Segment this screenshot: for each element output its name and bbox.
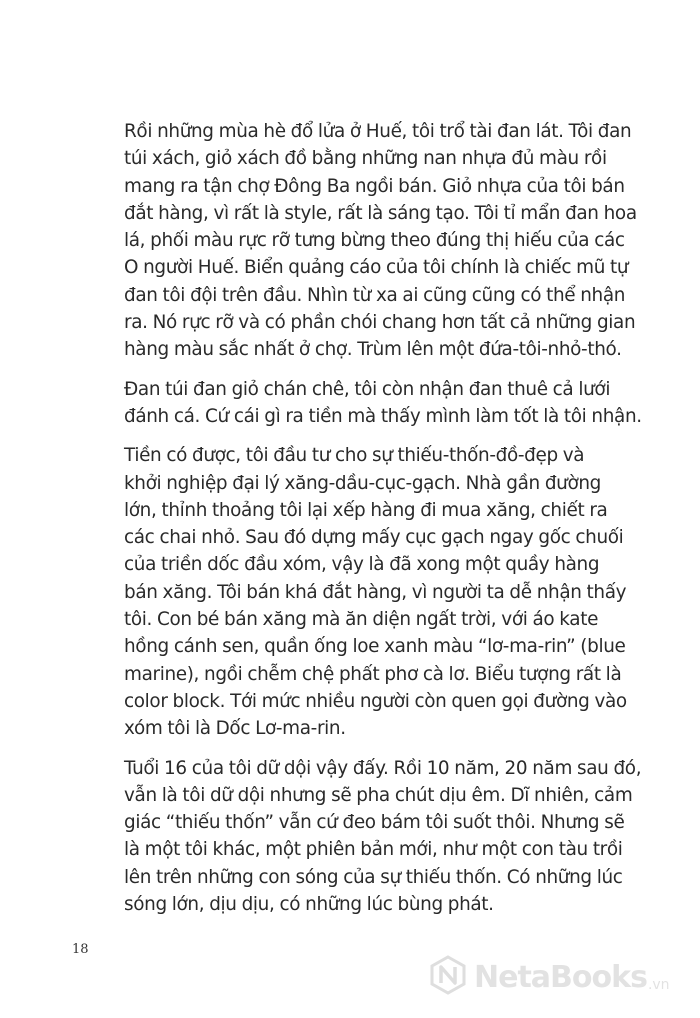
text-line: là một tôi khác, một phiên bản mới, như một con tàu trồi: [124, 839, 623, 861]
text-line: đánh cá. Cứ cái gì ra tiền mà thấy mình làm tốt là tôi nhận.: [124, 405, 642, 427]
text-line: ra. Nó rực rỡ và có phần chói chang hơn tất cả những gian: [124, 312, 636, 334]
page-number: 18: [72, 942, 89, 957]
text-line: Tiền có được, tôi đầu tư cho sự thiếu-thốn-đồ-đẹp và: [124, 445, 585, 467]
text-line: hàng màu sắc nhất ở chợ. Trùm lên một đứa-tôi-nhỏ-thó.: [124, 339, 622, 361]
text-line: đắt hàng, vì rất là style, rất là sáng tạo. Tôi tỉ mẩn đan hoa: [124, 202, 637, 224]
text-line: sóng lớn, dịu dịu, có những lúc bùng phát.: [124, 894, 494, 916]
watermark-brand: NetaBooks: [474, 959, 647, 995]
text-line: lên trên những con sóng của sự thiếu thốn. Có những lúc: [124, 866, 623, 888]
text-line: Rồi những mùa hè đổ lửa ở Huế, tôi trổ tài đan lát. Tôi đan: [124, 121, 632, 142]
text-line: hồng cánh sen, quần ống loe xanh màu “lơ-ma-rin” (blue: [124, 636, 626, 658]
watermark-suffix: .vn: [647, 977, 670, 993]
text-line: bán xăng. Tôi bán khá đắt hàng, vì người ta dễ nhận thấy: [124, 581, 627, 603]
page-body: [124, 118, 642, 930]
text-line: Tuổi 16 của tôi dữ dội vậy đấy. Rồi 10 năm, 20 năm sau đó,: [124, 757, 642, 779]
text-line: lớn, thỉnh thoảng tôi lại xếp hàng đi mua xăng, chiết ra: [124, 499, 608, 521]
paragraph-3: [124, 442, 627, 742]
text-line: color block. Tới mức nhiều người còn quen gọi đường vào: [124, 690, 627, 712]
paragraph-1: [124, 118, 637, 364]
text-line: các chai nhỏ. Sau đó dựng mấy cục gạch ngay gốc chuối: [124, 527, 624, 549]
text-line: giác “thiếu thốn” vẫn cứ đeo bám tôi suốt thôi. Nhưng sẽ: [124, 812, 625, 834]
text-line: xóm tôi là Dốc Lơ-ma-rin.: [124, 718, 346, 740]
text-line: Đan túi đan giỏ chán chê, tôi còn nhận đan thuê cả lưới: [124, 378, 611, 400]
text-line: vẫn là tôi dữ dội nhưng sẽ pha chút dịu êm. Dĩ nhiên, cảm: [124, 784, 633, 806]
text-line: đan tôi đội trên đầu. Nhìn từ xa ai cũng cũng có thể nhận: [124, 284, 626, 306]
text-line: lá, phối màu rực rỡ tưng bừng theo đúng thị hiếu của các: [124, 230, 625, 252]
text-line: marine), ngồi chễm chệ phất phơ cà lơ. Biểu tượng rất là: [124, 663, 622, 685]
netabooks-logo-icon: [428, 955, 468, 999]
text-line: mang ra tận chợ Đông Ba ngồi bán. Giỏ nhựa của tôi bán: [124, 175, 625, 197]
text-line: túi xách, giỏ xách đồ bằng những nan nhựa đủ màu rồi: [124, 148, 607, 170]
watermark: [428, 955, 670, 999]
paragraph-4: [124, 755, 642, 919]
text-line: tôi. Con bé bán xăng mà ăn diện ngất trời, với áo kate: [124, 609, 599, 631]
text-line: O người Huế. Biển quảng cáo của tôi chính là chiếc mũ tự: [124, 257, 629, 279]
text-line: của triền dốc đầu xóm, vậy là đã xong một quầy hàng: [124, 554, 600, 576]
text-line: khởi nghiệp đại lý xăng-dầu-cục-gạch. Nhà gần đường: [124, 472, 601, 494]
paragraph-2: [124, 376, 642, 431]
